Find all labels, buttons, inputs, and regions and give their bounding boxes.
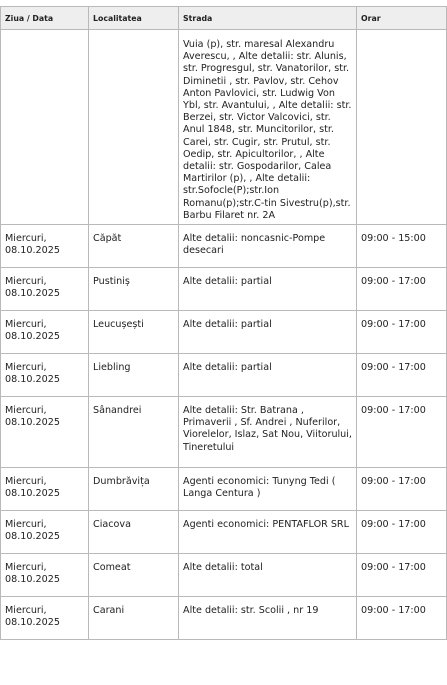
cell-locality: Căpăt	[89, 225, 179, 268]
cell-locality: Ciacova	[89, 511, 179, 554]
cell-street: Alte detalii: noncasnic-Pompe desecari	[179, 225, 357, 268]
cell-time: 09:00 - 15:00	[357, 225, 447, 268]
cell-time: 09:00 - 17:00	[357, 468, 447, 511]
header-day: Ziua / Data	[1, 7, 89, 30]
cell-time: 09:00 - 17:00	[357, 511, 447, 554]
cell-time: 09:00 - 17:00	[357, 354, 447, 397]
cell-locality: Liebling	[89, 354, 179, 397]
outage-schedule-table	[0, 6, 447, 640]
table-row	[1, 311, 447, 354]
cell-day: Miercuri, 08.10.2025	[1, 554, 89, 597]
table-row	[1, 30, 447, 225]
cell-time: 09:00 - 17:00	[357, 554, 447, 597]
table-row	[1, 554, 447, 597]
cell-day: Miercuri, 08.10.2025	[1, 311, 89, 354]
cell-time: 09:00 - 17:00	[357, 268, 447, 311]
header-street: Strada	[179, 7, 357, 30]
table-row	[1, 225, 447, 268]
table-row	[1, 597, 447, 640]
cell-street: Alte detalii: partial	[179, 354, 357, 397]
cell-day: Miercuri, 08.10.2025	[1, 397, 89, 468]
cell-time: 09:00 - 17:00	[357, 597, 447, 640]
cell-day: Miercuri, 08.10.2025	[1, 354, 89, 397]
cell-day: Miercuri, 08.10.2025	[1, 511, 89, 554]
table-row	[1, 354, 447, 397]
cell-street: Alte detalii: str. Scolii , nr 19	[179, 597, 357, 640]
cell-locality: Carani	[89, 597, 179, 640]
cell-street: Vuia (p), str. maresal Alexandru Averescu, , Alte detalii: str. Alunis, str. Progresgul, str. Vanatorilor, str. Diminetii , str. Pavlov, str. Cehov Anton Pavlovici, str. Ludwig Von Ybl, str. Avantului, , Alte detalii: str. Berzei, str. Victor Valcovici, str. Anul 1848, str. Muncitorilor, str. Carei, str. Cugir, str. Prutul, str. Oedip, str. Apicultorilor, , Alte detalii: str. Gospodarilor, Calea Martirilor (p), , Alte detalii: str.Sofocle(P);str.Ion Romanu(p);str.C-tin Sivestru(p),str. Barbu Filaret nr. 2A	[179, 30, 357, 225]
table-row	[1, 397, 447, 468]
table-row	[1, 468, 447, 511]
cell-locality: Comeat	[89, 554, 179, 597]
cell-street: Agenti economici: PENTAFLOR SRL	[179, 511, 357, 554]
cell-street: Alte detalii: partial	[179, 268, 357, 311]
cell-time	[357, 30, 447, 225]
table-header-row	[1, 7, 447, 30]
cell-locality: Pustiniș	[89, 268, 179, 311]
cell-day: Miercuri, 08.10.2025	[1, 468, 89, 511]
cell-street: Agenti economici: Tunyng Tedi ( Langa Centura )	[179, 468, 357, 511]
cell-day: Miercuri, 08.10.2025	[1, 225, 89, 268]
cell-day: Miercuri, 08.10.2025	[1, 268, 89, 311]
cell-time: 09:00 - 17:00	[357, 311, 447, 354]
cell-locality	[89, 30, 179, 225]
cell-day: Miercuri, 08.10.2025	[1, 597, 89, 640]
cell-locality: Dumbrăvița	[89, 468, 179, 511]
cell-time: 09:00 - 17:00	[357, 397, 447, 468]
cell-day	[1, 30, 89, 225]
header-locality: Localitatea	[89, 7, 179, 30]
cell-locality: Sânandrei	[89, 397, 179, 468]
cell-locality: Leucușești	[89, 311, 179, 354]
cell-street: Alte detalii: Str. Batrana , Primaverii , Sf. Andrei , Nuferilor, Viorelelor, Islaz, Sat Nou, Viitorului, Tineretului	[179, 397, 357, 468]
cell-street: Alte detalii: partial	[179, 311, 357, 354]
table-row	[1, 268, 447, 311]
header-time: Orar	[357, 7, 447, 30]
table-row	[1, 511, 447, 554]
cell-street: Alte detalii: total	[179, 554, 357, 597]
